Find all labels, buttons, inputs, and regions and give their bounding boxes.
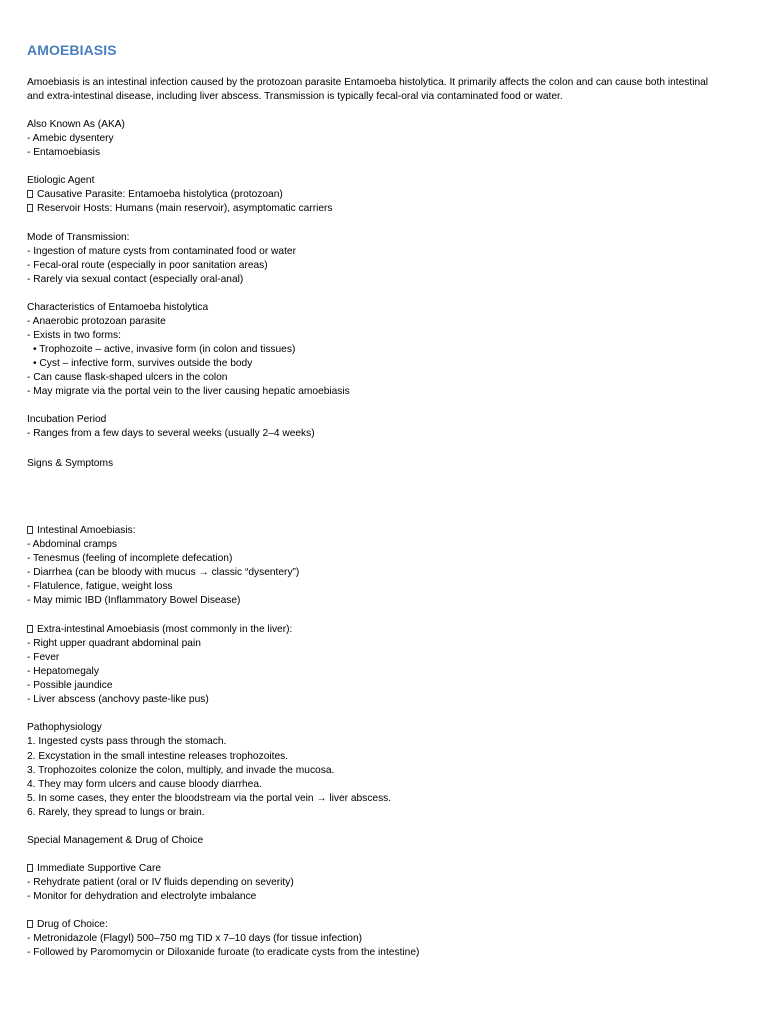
supportive-item: - Rehydrate patient (oral or IV fluids depending on severity) (27, 877, 294, 888)
patho-heading: Pathophysiology (27, 722, 102, 733)
intestinal-item: - May mimic IBD (Inflammatory Bowel Disease) (27, 595, 241, 606)
intestinal-item: - Diarrhea (can be bloody with mucus → classic “dysentery”) (27, 567, 300, 578)
aka-heading: Also Known As (AKA) (27, 119, 125, 130)
etiologic-heading: Etiologic Agent (27, 175, 95, 186)
patho-item: 6. Rarely, they spread to lungs or brain. (27, 807, 205, 818)
checkbox-icon (27, 204, 33, 212)
supportive-heading (27, 862, 161, 876)
checkbox-icon (27, 920, 33, 928)
characteristics-item: - Anaerobic protozoan parasite (27, 316, 166, 327)
patho-item: 2. Excystation in the small intestine releases trophozoites. (27, 751, 289, 762)
drug-heading (27, 918, 108, 932)
intestinal-item: - Abdominal cramps (27, 539, 118, 550)
etiologic-item (27, 188, 283, 202)
extra-heading-text: Extra-intestinal Amoebiasis (most commonly in the liver): (37, 624, 293, 635)
transmission-item: - Fecal-oral route (especially in poor sanitation areas) (27, 260, 268, 271)
etiologic-item-text: Reservoir Hosts: Humans (main reservoir), asymptomatic carriers (37, 203, 333, 214)
management-heading: Special Management & Drug of Choice (27, 835, 204, 846)
characteristics-item: - Exists in two forms: (27, 330, 121, 341)
patho-item: 5. In some cases, they enter the bloodstream via the portal vein → liver abscess. (27, 793, 392, 804)
drug-heading-text: Drug of Choice: (37, 919, 108, 930)
extra-item: - Liver abscess (anchovy paste-like pus) (27, 694, 209, 705)
patho-item: 3. Trophozoites colonize the colon, multiply, and invade the mucosa. (27, 765, 335, 776)
incubation-item: - Ranges from a few days to several weeks (usually 2–4 weeks) (27, 428, 315, 439)
extra-heading (27, 623, 292, 637)
characteristics-subitem: • Cyst – infective form, survives outside the body (33, 358, 253, 369)
patho-item: 1. Ingested cysts pass through the stomach. (27, 736, 227, 747)
intestinal-item: - Flatulence, fatigue, weight loss (27, 581, 173, 592)
intestinal-heading-text: Intestinal Amoebiasis: (37, 525, 136, 536)
checkbox-icon (27, 190, 33, 198)
intestinal-item: - Tenesmus (feeling of incomplete defecation) (27, 553, 233, 564)
extra-item: - Fever (27, 652, 60, 663)
extra-item: - Hepatomegaly (27, 666, 99, 677)
etiologic-item (27, 202, 333, 216)
characteristics-item: - Can cause flask-shaped ulcers in the colon (27, 372, 228, 383)
transmission-heading: Mode of Transmission: (27, 232, 130, 243)
drug-item: - Metronidazole (Flagyl) 500–750 mg TID x 7–10 days (for tissue infection) (27, 933, 363, 944)
checkbox-icon (27, 864, 33, 872)
checkbox-icon (27, 526, 33, 534)
signs-heading: Signs & Symptoms (27, 458, 114, 469)
incubation-heading: Incubation Period (27, 414, 107, 425)
extra-item: - Right upper quadrant abdominal pain (27, 638, 201, 649)
aka-item: - Entamoebiasis (27, 147, 101, 158)
characteristics-heading: Characteristics of Entamoeba histolytica (27, 302, 209, 313)
transmission-item: - Ingestion of mature cysts from contaminated food or water (27, 246, 296, 257)
intro-line-2: and extra-intestinal disease, including liver abscess. Transmission is typically fecal-oral via contaminated food or water. (27, 91, 563, 102)
intro-line-1: Amoebiasis is an intestinal infection caused by the protozoan parasite Entamoeba histolytica. It primarily affects the colon and can cause both intestinal (27, 77, 709, 88)
supportive-heading-text: Immediate Supportive Care (37, 863, 162, 874)
checkbox-icon (27, 625, 33, 633)
patho-item: 4. They may form ulcers and cause bloody diarrhea. (27, 779, 262, 790)
transmission-item: - Rarely via sexual contact (especially oral-anal) (27, 274, 244, 285)
etiologic-item-text: Causative Parasite: Entamoeba histolytica (protozoan) (37, 189, 283, 200)
characteristics-subitem: • Trophozoite – active, invasive form (in colon and tissues) (33, 344, 296, 355)
aka-item: - Amebic dysentery (27, 133, 114, 144)
supportive-item: - Monitor for dehydration and electrolyte imbalance (27, 891, 257, 902)
extra-item: - Possible jaundice (27, 680, 113, 691)
document-title: AMOEBIASIS (27, 42, 117, 58)
characteristics-item: - May migrate via the portal vein to the liver causing hepatic amoebiasis (27, 386, 350, 397)
drug-item: - Followed by Paromomycin or Diloxanide furoate (to eradicate cysts from the intestine) (27, 947, 420, 958)
intestinal-heading (27, 524, 136, 538)
